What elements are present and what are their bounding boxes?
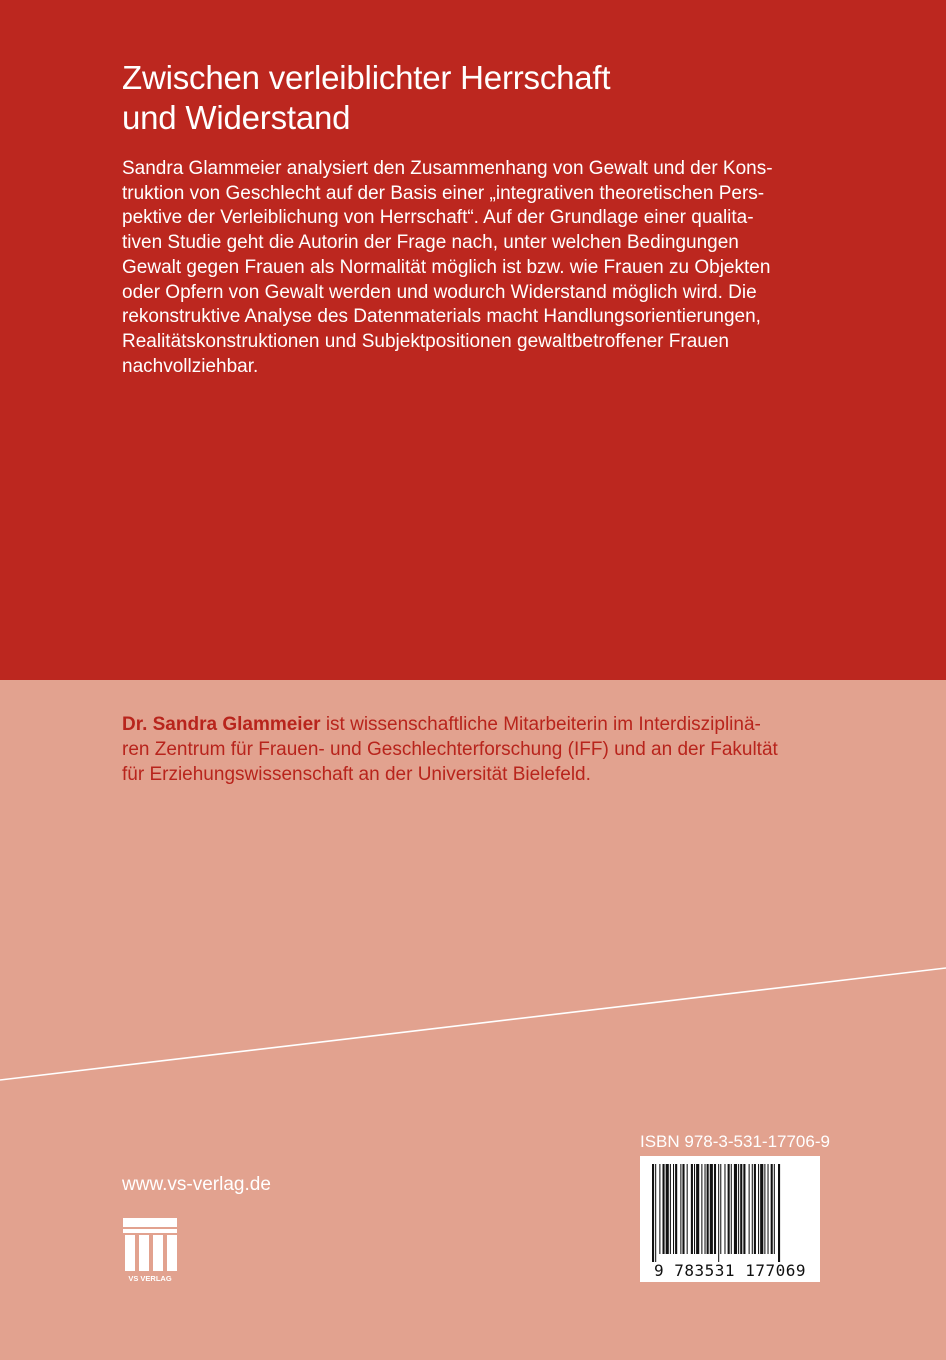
vs-verlag-logo-text: VS VERLAG	[128, 1274, 172, 1282]
barcode-bar	[752, 1164, 753, 1254]
barcode-bar	[774, 1164, 775, 1254]
barcode-bar	[718, 1164, 719, 1262]
barcode-bar	[740, 1164, 742, 1254]
barcode-bar	[778, 1164, 780, 1262]
barcode-bar	[707, 1164, 709, 1254]
barcode-bar	[764, 1164, 765, 1254]
barcode-bar	[710, 1164, 713, 1254]
barcode-bar	[728, 1164, 730, 1254]
author-bio-line-2: ren Zentrum für Frauen- und Geschlechterforschung (IFF) und an der Fakultät	[122, 739, 778, 760]
blurb-line: oder Opfern von Gewalt werden und wodurch Widerstand möglich wird. Die	[122, 281, 757, 303]
author-bio-line-1	[122, 712, 842, 737]
book-blurb	[122, 157, 842, 379]
author-bio	[122, 712, 842, 787]
vs-verlag-logo	[123, 1218, 177, 1282]
barcode-bar	[720, 1164, 721, 1254]
barcode-bar	[731, 1164, 732, 1254]
barcode-bar	[675, 1164, 677, 1254]
barcode-bar	[659, 1164, 660, 1254]
barcode-bar	[682, 1164, 684, 1254]
blurb-line: rekonstruktive Analyse des Datenmaterials macht Handlungsorientierungen,	[122, 306, 761, 328]
barcode-bar	[666, 1164, 669, 1254]
author-bio-line-3: für Erziehungswissenschaft an der Universität Bielefeld.	[122, 764, 591, 785]
barcode-digits: 9 783531 177069	[654, 1261, 806, 1280]
blurb-line: Gewalt gegen Frauen als Normalität möglich ist bzw. wie Frauen zu Objekten	[122, 256, 771, 278]
barcode-bar	[714, 1164, 716, 1254]
barcode-bar	[670, 1164, 671, 1254]
blurb-line: tiven Studie geht die Autorin der Frage nach, unter welchen Bedingungen	[122, 232, 739, 254]
blurb-line: truktion von Geschlecht auf der Basis einer „integrativen theoretischen Pers-	[122, 182, 765, 204]
barcode-bars	[640, 1156, 820, 1262]
barcode-bar	[754, 1164, 756, 1254]
barcode-bar	[701, 1164, 702, 1254]
author-name: Dr. Sandra Glammeier	[122, 714, 321, 735]
barcode-bar	[705, 1164, 706, 1254]
barcode-bar	[663, 1164, 665, 1254]
barcode-bar	[696, 1164, 699, 1254]
barcode-bar	[652, 1164, 654, 1262]
barcode-bar	[749, 1164, 750, 1254]
barcode-bar	[760, 1164, 763, 1254]
isbn-barcode	[640, 1156, 820, 1282]
barcode-bar	[768, 1164, 769, 1254]
barcode-bar	[771, 1164, 773, 1254]
barcode-bar	[655, 1164, 656, 1262]
decorative-diagonal-line	[0, 960, 946, 1090]
blurb-line: Realitätskonstruktionen und Subjektpositionen gewaltbetroffener Frauen	[122, 330, 729, 352]
title-line-2: und Widerstand	[122, 99, 351, 136]
title-line-1: Zwischen verleiblichter Herrschaft	[122, 59, 611, 96]
blurb-line: Sandra Glammeier analysiert den Zusammenhang von Gewalt und der Kons-	[122, 158, 773, 179]
barcode-bar	[734, 1164, 737, 1254]
barcode-bar	[758, 1164, 759, 1254]
author-bio-line-1-rest: ist wissenschaftliche Mitarbeiterin im Interdisziplinä-	[320, 714, 761, 735]
barcode-bar	[673, 1164, 674, 1254]
barcode-bar	[738, 1164, 739, 1254]
barcode-bar	[687, 1164, 688, 1254]
publisher-website: www.vs-verlag.de	[122, 1174, 271, 1195]
book-title	[122, 58, 822, 138]
barcode-bar	[694, 1164, 695, 1254]
blurb-line: nachvollziehbar.	[122, 355, 259, 377]
barcode-bar	[743, 1164, 745, 1254]
isbn-label: ISBN 978-3-531-17706-9	[640, 1132, 830, 1151]
blurb-line: pektive der Verleiblichung von Herrschaft“. Auf der Grundlage einer qualita-	[122, 207, 754, 229]
barcode-bar	[691, 1164, 693, 1254]
barcode-bar	[680, 1164, 681, 1254]
barcode-bar	[724, 1164, 725, 1254]
